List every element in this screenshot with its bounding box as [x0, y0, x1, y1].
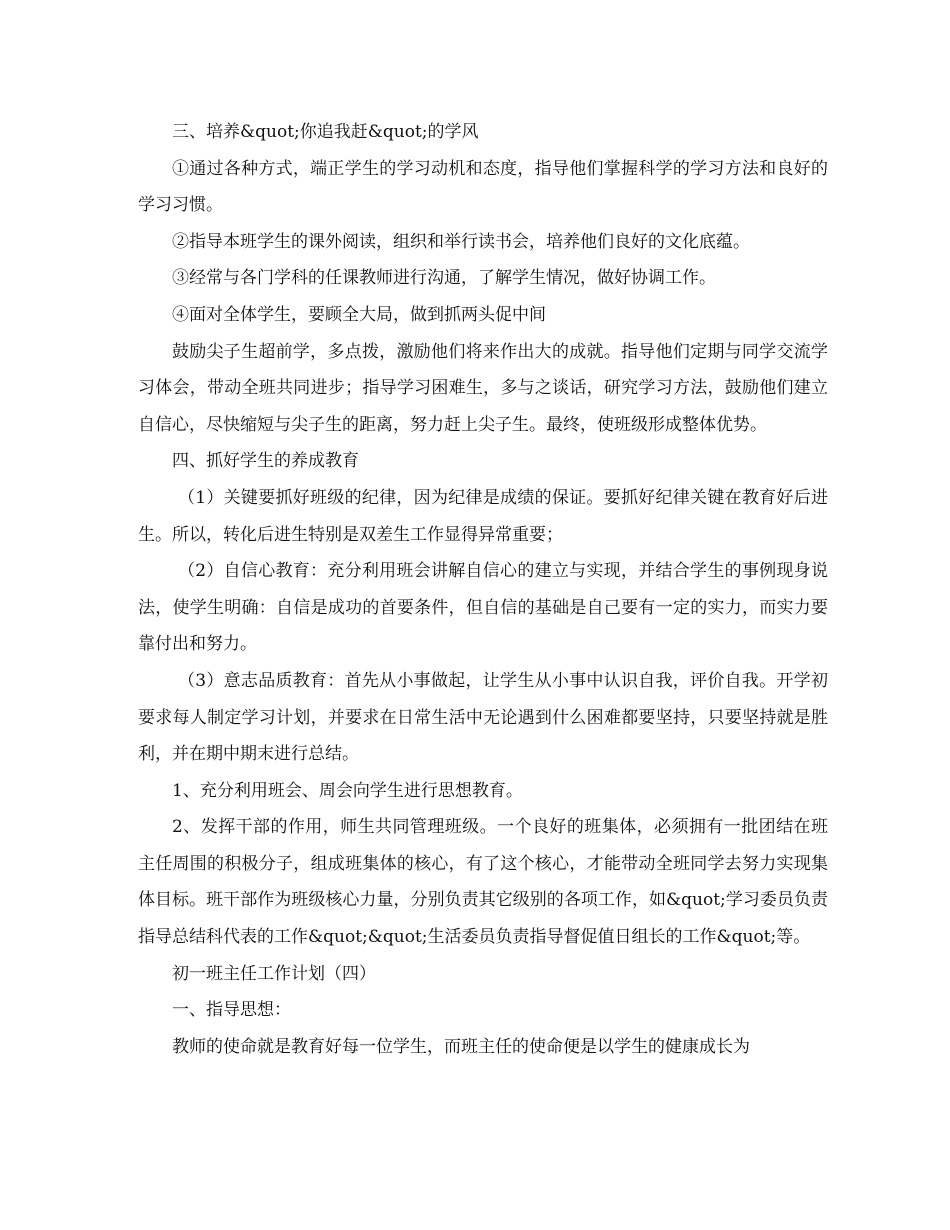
paragraph: ①通过各种方式，端正学生的学习动机和态度，指导他们掌握科学的学习方法和良好的学习习惯。: [138, 158, 828, 216]
paragraph: （1）关键要抓好班级的纪律，因为纪律是成绩的保证。要抓好纪律关键在教育好后进生。所以，转化后进生特别是双差生工作显得异常重要；: [138, 487, 828, 545]
paragraph: （2）自信心教育：充分利用班会讲解自信心的建立与实现，并结合学生的事例现身说法，使学生明确：自信是成功的首要条件，但自信的基础是自己要有一定的实力，而实力要靠付出和努力。: [138, 561, 828, 655]
paragraph: 2、发挥干部的作用，师生共同管理班级。一个良好的班集体，必须拥有一批团结在班主任周围的积极分子，组成班集体的核心，有了这个核心，才能带动全班同学去努力实现集体目标。班干部作为班级核心力量，分别负责其它级别的各项工作，如&quot;学习委员负责指导总结科代表的工作&quot;&quot;生活委员负责指导督促值日组长的工作&quot;等。: [138, 817, 828, 948]
paragraph: 鼓励尖子生超前学，多点拨，激励他们将来作出大的成就。指导他们定期与同学交流学习体会，带动全班共同进步；指导学习困难生，多与之谈话，研究学习方法，鼓励他们建立自信心，尽快缩短与尖子生的距离，努力赶上尖子生。最终，使班级形成整体优势。: [138, 341, 828, 435]
section-heading-3: 三、培养&quot;你追我赶&quot;的学风: [172, 122, 479, 142]
paragraph: ④面对全体学生，要顾全大局，做到抓两头促中间: [172, 304, 546, 325]
section-heading-4: 四、抓好学生的养成教育: [172, 451, 359, 472]
document-title: 初一班主任工作计划（四）: [172, 963, 376, 984]
document-body: [138, 114, 828, 1065]
paragraph: （3）意志品质教育：首先从小事做起，让学生从小事中认识自我，评价自我。开学初要求每人制定学习计划，并要求在日常生活中无论遇到什么困难都要坚持，只要坚持就是胜利，并在期中期末进行总结。: [138, 670, 828, 765]
paragraph: ②指导本班学生的课外阅读，组织和举行读书会，培养他们良好的文化底蕴。: [172, 231, 750, 252]
paragraph: 1、充分利用班会、周会向学生进行思想教育。: [172, 780, 523, 801]
paragraph: ③经常与各门学科的任课教师进行沟通，了解学生情况，做好协调工作。: [172, 268, 716, 289]
section-heading-1: 一、指导思想：: [172, 1000, 291, 1021]
paragraph: 教师的使命就是教育好每一位学生，而班主任的使命便是以学生的健康成长为: [172, 1036, 750, 1057]
